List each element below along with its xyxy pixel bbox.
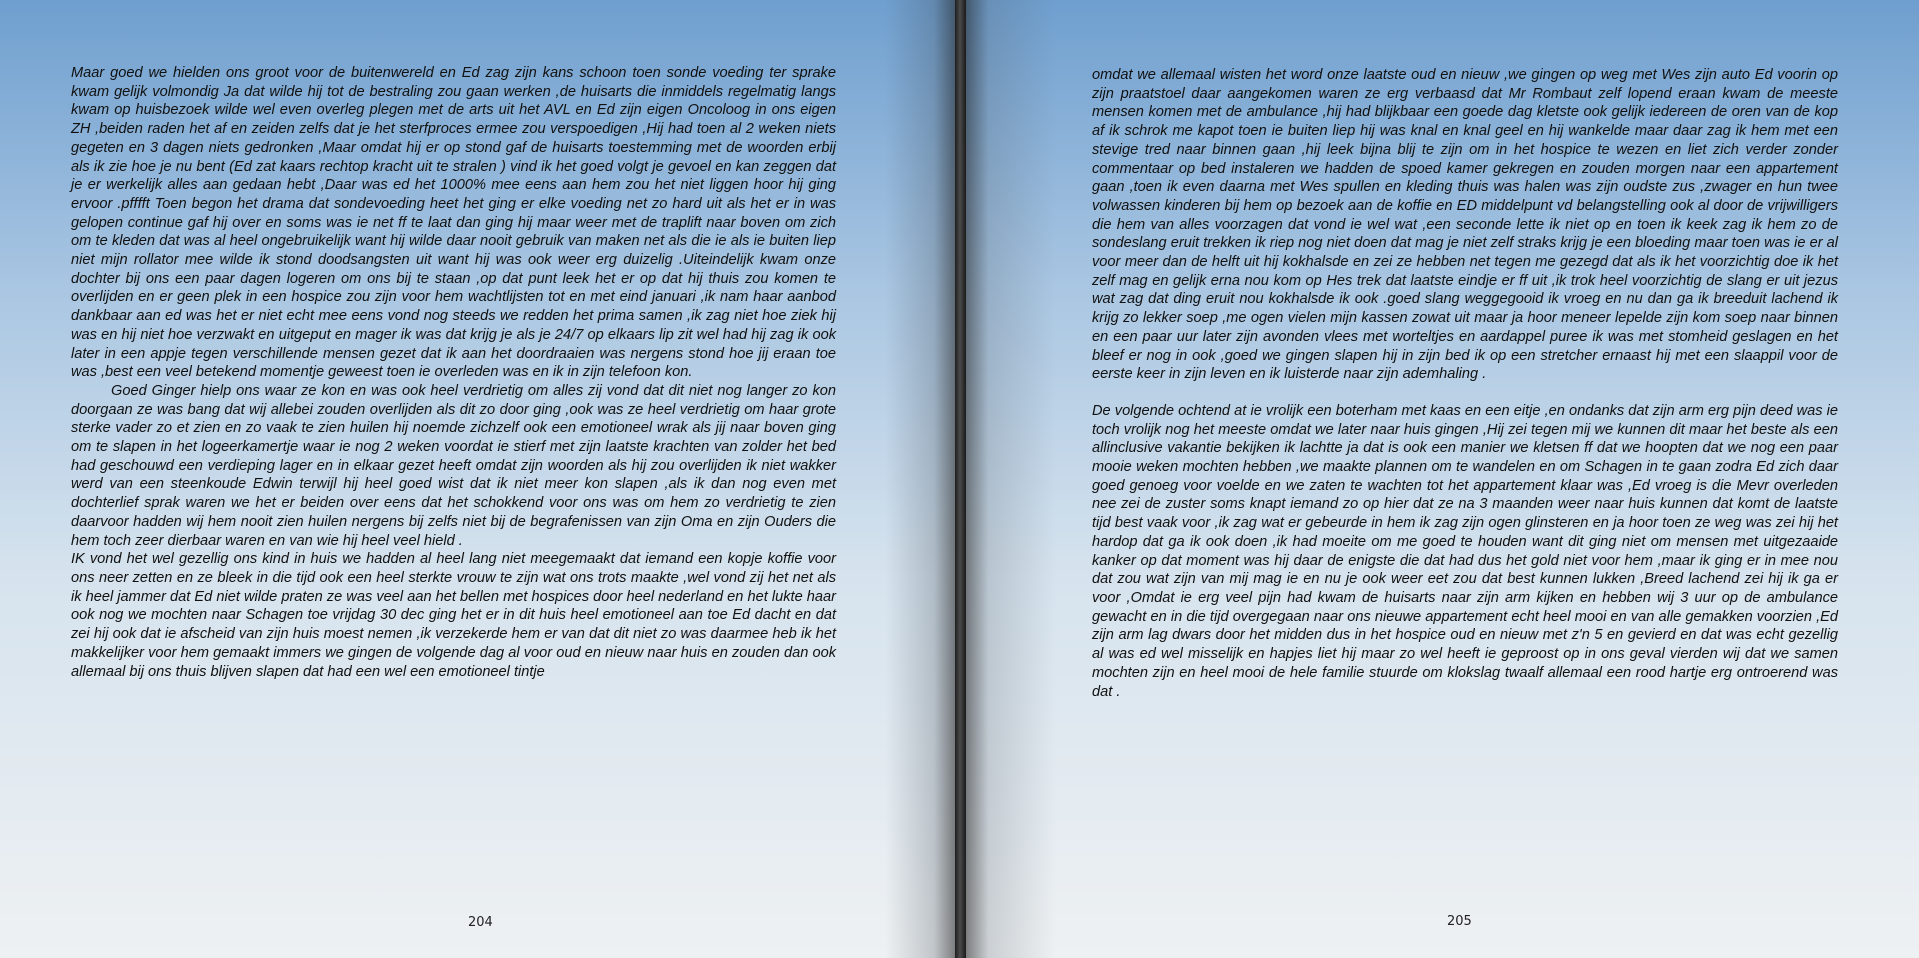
paragraph: omdat we allemaal wisten het word onze laatste oud en nieuw ,we gingen op weg met Wes zijn auto Ed voorin op zijn praatstoel daar aangekomen waren ze erg verbaasd dat Mr Rombaut zelf lopend eraan kwam de meeste mensen komen met de ambulance ,hij had blijkbaar een goede dag kletste ook gelijk iedereen de oren van de kop af ik schrok me kapot toen ie buiten liep hij was knal en knal geel en hij wankelde maar daar zag ik hem met een stevige tred naar binnen gaan ,hij leek bijna blij te zijn om in het hospice te wezen en liet zich verder zonder commentaar op bed instaleren we hadden de spoed kamer gekregen en zouden morgen naar een appartement gaan ,toen ik even daarna met Wes spullen en kleding thuis was halen was zijn oudste zus ,zwager en hun twee volwassen kinderen bij hem op bezoek aan de koffie en ED middelpunt vd belangstelling ook al door de vrijwilligers die hem van alles voorzagen dat vond ie wel wat ,een seconde lette ik niet op en toen ik keek zag ik hem zo de sondeslang eruit trekken ik riep nog niet doen dat mag je niet zelf straks krijg je een bloeding maar toen was ie er al voor meer dan de helft uit hij kokhalsde en zei ze hebben net tegen me gezegd dat als ik het voorzichtig doe ik het zelf mag en gelijk erna nou kom op Hes trek dat laatste eindje er ff uit ,ik trok heel voorzichtig de slang er uit jezus wat zag dat ding eruit nou kokhalsde ik ook .goed slang weggegooid ik vroeg en nu dan ga ik breeduit lachend ik krijg zo lekker soep ,me ogen vielen mijn kassen zowat uit maar ja hoor meneer lepelde zijn kom soep naar binnen en een paar uur later zijn avonden vlees met worteltjes en aardappel puree ik was met stomheid geslagen en het bleef er nog in ook ,goed we gingen slapen hij in zijn bed ik op een stretcher ernaast hij met een slaappil voor de eerste keer in zijn leven en ik luisterde naar zijn ademhaling . [1092, 67, 1838, 383]
book-gutter [955, 0, 966, 958]
right-page [966, 0, 1919, 958]
left-page-body [71, 64, 836, 681]
paragraph: Maar goed we hielden ons groot voor de buitenwereld en Ed zag zijn kans schoon toen sonde voeding ter sprake kwam gelijk volmondig Ja dat wilde hij tot de bestraling zou gaan werken ,de huisarts die inmiddels regelmatig langs kwam op huisbezoek wilde wel even overleg plegen met de arts uit het AVL en Ed zijn eigen Oncoloog in ons eigen ZH ,beiden raden het af en zeiden zelfs dat je het sterfproces ermee zou verspoedigen ,Hij had toen al 2 weken niets gegeten en 3 dagen niets gedronken ,Maar omdat hij er op stond gaf de huisarts toestemming met de woorden erbij als ik zie hoe je nu bent (Ed zat kaars rechtop kracht uit te stralen ) vind ik het goed volgt je gevoel en kan zeggen dat je er werkelijk alles aan gedaan hebt ,Daar was ed het 1000% mee eens aan hem zou het niet liggen hoor hij ging ervoor .pfffft Toen begon het drama dat sondevoeding heet het ging er elke voeding net zo hard uit als het er in was gelopen continue gaf hij over en soms was ie net ff te laat dan ging hij maar weer met de traplift naar boven om zich om te kleden dat was al heel ongebruikelijk want hij wilde daar nooit gebruik van maken net als die ie als ie buiten liep niet mijn rollator mee wilde ik stond doodsangsten uit want hij was ook weer erg duizelig .Uiteindelijk kwam onze dochter bij ons een paar dagen logeren om ons bij te staan ,op dat punt leek het er op dat hij thuis zou komen te overlijden en er geen plek in een hospice zou zijn voor hem wachtlijsten tot en met eind januari ,ik nam haar aanbod dankbaar aan ed was het er niet echt mee eens vond nog steeds we redden het prima samen ,ik zag niet hoe ziek hij was en hij niet hoe verzwakt en uitgeput en mager ik was dat krijg je als je 24/7 op elkaars lip zit wel had hij zag ik ook later in een appje tegen verschillende mensen gezet dat ik aan het doordraaien was nergens stond hoe jij eraan toe was ,best een veel betekend momentje geweest toen ie overleden was en ik in zijn telefoon kon. [71, 65, 836, 381]
right-page-body [1092, 66, 1838, 701]
paragraph: IK vond het wel gezellig ons kind in huis we hadden al heel lang niet meegemaakt dat iemand een kopje koffie voor ons neer zetten en ze bleek in die tijd ook een heel sterkte vrouw te zijn wat ons trots maakte ,wel vond zij het net als ik heel jammer dat Ed niet wilde praten ze was veel aan het bellen met hospices door heel nederland en het lukte haar ook nog we mochten naar Schagen toe vrijdag 30 dec ging het er in dit huis heel emotioneel aan toe Ed dacht en dat zei hij ook dat ie afscheid van zijn huis moest nemen ,ik verzekerde hem er van dat dit niet zo was daarmee heb ik het makkelijker voor hem gemaakt immers we gingen de volgende dag al voor oud en nieuw naar huis en zouden dan ook allemaal bij ons thuis blijven slapen dat had een wel een emotioneel tintje [71, 551, 836, 680]
paragraph: Goed Ginger hielp ons waar ze kon en was ook heel verdrietig om alles zij vond dat dit niet nog langer zo kon doorgaan ze was bang dat wij allebei zouden overlijden als dit zo door ging ,ook was ze heel verdrietig om haar grote sterke vader zo et zien en zo vaak te zien huilen hij noemde zichzelf ook een emotioneel wrak als jij naar boven ging om te slapen in het logeerkamertje waar ie nog 2 weken voordat ie stierf met zijn laatste krachten van zolder het bed had geschouwd een verdieping lager en in elkaar gezet heeft omdat zijn woorden als hij zou overlijden ik niet wakker werd van een steenkoude Edwin terwijl hij heel goed wist dat ik niet meer kon slapen ,als ik dan nog even met dochterlief sprak waren we het er beiden over eens dat het schokkend voor ons was om hem zo verdrietig te zien daarvoor hadden wij hem nooit zien huilen nergens bij zelfs niet bij de begrafenissen van zijn Oma en zijn Ouders die hem toch zeer dierbaar waren en van wie hij heel veel hield . [71, 382, 836, 549]
left-page [0, 0, 955, 958]
paragraph: De volgende ochtend at ie vrolijk een boterham met kaas en een eitje ,en ondanks dat zijn arm erg pijn deed was ie toch vrolijk nog het meeste omdat we later naar huis gingen ,Hij zei tegen mij we kunnen dit maar het beste als een allinclusive vakantie bekijken ik lachtte ja dat is ook een manier we kletsen ff dat we hoopten dat we nog een paar mooie weken mochten hebben ,we maakte plannen om te wandelen en om Schagen in te gaan zodra Ed zich daar goed genoeg voor voelde en we zaten te wachten tot het appartement klaar was ,Ed vroeg is die Mevr overleden nee zei de zuster soms knapt iemand zo op hier dat ze na 3 maanden weer naar huis kunnen dat komt de laatste tijd best vaak voor ,ik zag wat er gebeurde in hem ik zag zijn ogen glinsteren en ja hoor toen ze weg was zei hij het hardop dat ga ik ook doen ,ik had moeite om me goed te houden want dit ging niet om mensen met uitgezaaide kanker op dat moment was hij daar de enigste die dat had dus het gold niet voor hem ,maar ik ging er in mee nou dat zou wat zijn van mij mag ie en nu je ook weer eet zou dat best kunnen lukken ,Breed lachend zei hij ik ga er voor ,Omdat ie erg veel pijn had kwam de huisarts naar zijn arm kijken en hebben wij 3 uur op de ambulance gewacht en in die tijd overgegaan naar ons nieuwe appartement echt heel mooi en van alle gemakken voorzien ,Ed zijn arm lag dwars door het midden dus in het hospice oud en nieuw met z'n 5 en gevierd en dat was echt gezellig al was ed wel misselijk en hapjes liet hij maar zo wel heeft ie geproost op in ons geval vierden wij dat we samen mochten zijn en heel mooi de hele familie stuurde om klokslag twaalf allemaal een rood hartje erg ontroerend was dat . [1092, 402, 1838, 700]
page-number: 204 [468, 915, 493, 930]
page-number: 205 [1447, 914, 1472, 929]
